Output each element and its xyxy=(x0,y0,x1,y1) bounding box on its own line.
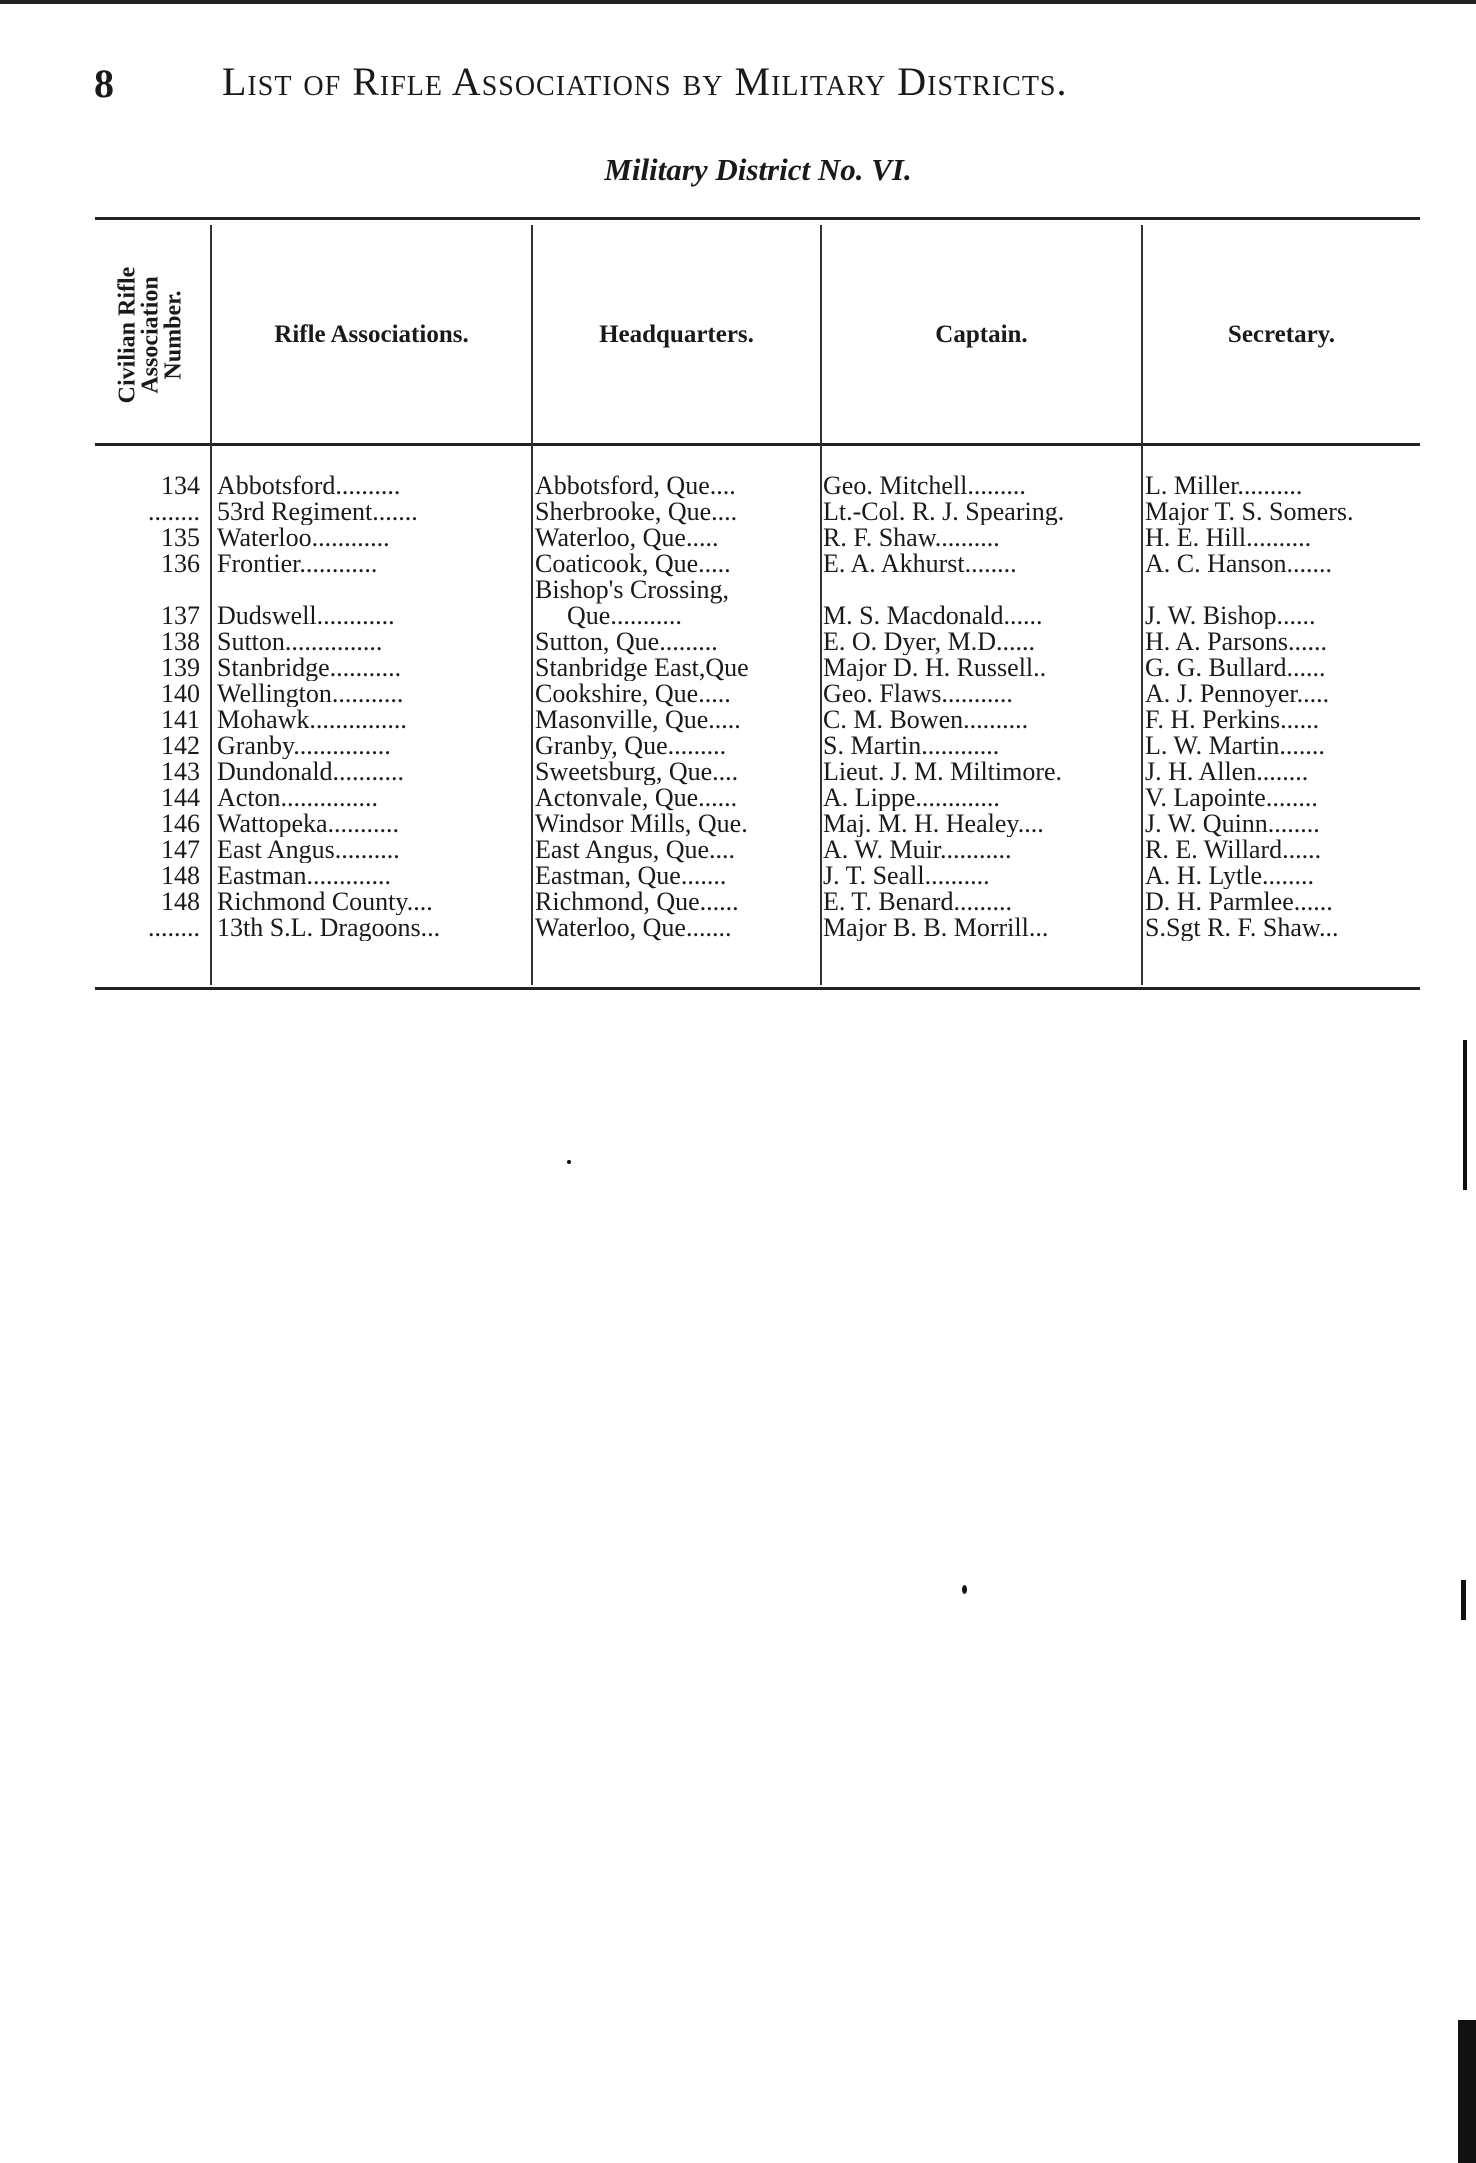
district-title: Military District No. VI. xyxy=(604,152,912,187)
table-bottom-rule xyxy=(95,987,1420,990)
association-number: 137 xyxy=(161,603,200,629)
secretary: H. A. Parsons...... xyxy=(1145,629,1328,655)
secretary: V. Lapointe........ xyxy=(1145,785,1318,811)
headquarters-line: Que........... xyxy=(567,601,682,629)
table-row xyxy=(95,525,1420,551)
association-number: 135 xyxy=(161,525,200,551)
headquarters: Sutton, Que......... xyxy=(535,629,718,655)
secretary: R. E. Willard...... xyxy=(1145,837,1322,863)
association-name: Wellington........... xyxy=(217,681,404,707)
captain: R. F. Shaw.......... xyxy=(823,525,1000,551)
page-edge-mark xyxy=(1463,1040,1467,1190)
header-association: Rifle Associations. xyxy=(274,321,469,348)
headquarters: Actonvale, Que...... xyxy=(535,785,738,811)
captain: S. Martin............ xyxy=(823,733,1000,759)
captain: Major D. H. Russell.. xyxy=(823,655,1047,681)
association-number: 138 xyxy=(161,629,200,655)
associations-table xyxy=(95,205,1420,995)
secretary: G. G. Bullard...... xyxy=(1145,655,1326,681)
headquarters: Coaticook, Que..... xyxy=(535,551,731,577)
headquarters: Masonville, Que..... xyxy=(535,707,741,733)
association-number: 139 xyxy=(161,655,200,681)
header-number xyxy=(95,235,207,435)
secretary: D. H. Parmlee...... xyxy=(1145,889,1333,915)
headquarters-line: Bishop's Crossing, xyxy=(535,577,729,604)
captain: Geo. Flaws........... xyxy=(823,681,1013,707)
secretary: J. H. Allen........ xyxy=(1145,759,1309,785)
secretary: H. E. Hill.......... xyxy=(1145,525,1312,551)
header-headquarters: Headquarters. xyxy=(599,321,754,348)
table-row xyxy=(95,889,1420,915)
headquarters: Stanbridge East,Que xyxy=(535,655,749,681)
headquarters: Windsor Mills, Que. xyxy=(535,811,748,837)
association-number: 144 xyxy=(161,785,200,811)
captain: Maj. M. H. Healey.... xyxy=(823,811,1044,837)
table-row xyxy=(95,733,1420,759)
headquarters: Abbotsford, Que.... xyxy=(535,473,736,499)
table-row xyxy=(95,811,1420,837)
association-name: Mohawk............... xyxy=(217,707,407,733)
secretary: A. H. Lytle........ xyxy=(1145,863,1314,889)
table-row xyxy=(95,863,1420,889)
header-captain: Captain. xyxy=(935,321,1028,348)
table-row xyxy=(95,915,1420,941)
headquarters: Granby, Que......... xyxy=(535,733,727,759)
association-number: ........ xyxy=(148,915,200,941)
page-edge-mark xyxy=(1461,1580,1466,1620)
headquarters: Sweetsburg, Que.... xyxy=(535,759,739,785)
table-row xyxy=(95,473,1420,499)
captain: Lieut. J. M. Miltimore. xyxy=(823,759,1063,785)
association-name: 53rd Regiment....... xyxy=(217,499,418,525)
secretary: S.Sgt R. F. Shaw... xyxy=(1145,915,1339,941)
association-number: 146 xyxy=(161,811,200,837)
headquarters: East Angus, Que.... xyxy=(535,837,736,863)
secretary: J. W. Bishop...... xyxy=(1145,603,1316,629)
secretary: Major T. S. Somers. xyxy=(1145,499,1354,525)
association-number: 147 xyxy=(161,837,200,863)
headquarters: Waterloo, Que..... xyxy=(535,525,719,551)
association-name: Waterloo............ xyxy=(217,525,390,551)
headquarters: Cookshire, Que..... xyxy=(535,681,731,707)
table-row xyxy=(95,785,1420,811)
captain: C. M. Bowen.......... xyxy=(823,707,1029,733)
table-row xyxy=(95,629,1420,655)
headquarters: Sherbrooke, Que.... xyxy=(535,499,738,525)
secretary: A. C. Hanson....... xyxy=(1145,551,1333,577)
top-border-rule xyxy=(0,0,1476,4)
association-number: ........ xyxy=(148,499,200,525)
captain: M. S. Macdonald...... xyxy=(823,603,1043,629)
headquarters: Richmond, Que...... xyxy=(535,889,739,915)
header-number-label: Civilian Rifle Association Number. xyxy=(114,266,187,404)
association-name: Stanbridge........... xyxy=(217,655,402,681)
headquarters: Waterloo, Que....... xyxy=(535,915,732,941)
page-edge-mark xyxy=(1458,2020,1476,2163)
association-name: Acton............... xyxy=(217,785,379,811)
captain: A. Lippe............. xyxy=(823,785,1000,811)
secretary: J. W. Quinn........ xyxy=(1145,811,1320,837)
captain: A. W. Muir........... xyxy=(823,837,1012,863)
association-name: Dundonald........... xyxy=(217,759,405,785)
captain: E. A. Akhurst........ xyxy=(823,551,1017,577)
association-number: 148 xyxy=(161,889,200,915)
table-row xyxy=(95,499,1420,525)
header-bottom-rule xyxy=(95,443,1420,446)
association-name: Wattopeka........... xyxy=(217,811,400,837)
association-number: 140 xyxy=(161,681,200,707)
table-body xyxy=(95,473,1420,941)
association-name: Richmond County.... xyxy=(217,889,433,915)
association-name: 13th S.L. Dragoons... xyxy=(217,915,441,941)
table-row xyxy=(95,837,1420,863)
association-name: Granby............... xyxy=(217,733,391,759)
paper-speck xyxy=(962,1585,967,1594)
captain: Lt.-Col. R. J. Spearing. xyxy=(823,499,1065,525)
captain: J. T. Seall.......... xyxy=(823,863,990,889)
table-top-rule xyxy=(95,217,1420,220)
association-name: Sutton............... xyxy=(217,629,383,655)
association-name: Frontier............ xyxy=(217,551,378,577)
paper-speck xyxy=(567,1160,571,1164)
secretary: F. H. Perkins...... xyxy=(1145,707,1320,733)
captain: E. O. Dyer, M.D...... xyxy=(823,629,1035,655)
table-row xyxy=(95,655,1420,681)
association-number: 142 xyxy=(161,733,200,759)
association-number: 134 xyxy=(161,473,200,499)
table-row xyxy=(95,681,1420,707)
association-number: 136 xyxy=(161,551,200,577)
captain: E. T. Benard......... xyxy=(823,889,1012,915)
association-number: 143 xyxy=(161,759,200,785)
table-row xyxy=(95,551,1420,577)
association-number: 141 xyxy=(161,707,200,733)
association-name: Eastman............. xyxy=(217,863,392,889)
captain: Major B. B. Morrill... xyxy=(823,915,1049,941)
association-name: Dudswell............ xyxy=(217,603,395,629)
table-row xyxy=(95,759,1420,785)
table-row xyxy=(95,707,1420,733)
headquarters xyxy=(535,577,865,629)
secretary: A. J. Pennoyer..... xyxy=(1145,681,1330,707)
association-number: 148 xyxy=(161,863,200,889)
captain: Geo. Mitchell......... xyxy=(823,473,1026,499)
secretary: L. Miller.......... xyxy=(1145,473,1303,499)
header-secretary: Secretary. xyxy=(1227,321,1336,348)
secretary: L. W. Martin....... xyxy=(1145,733,1325,759)
table-row xyxy=(95,577,1420,629)
running-head: List of Rifle Associations by Military Districts. xyxy=(222,59,1068,104)
headquarters: Eastman, Que....... xyxy=(535,863,727,889)
association-name: East Angus.......... xyxy=(217,837,400,863)
page-number: 8 xyxy=(94,61,114,106)
association-name: Abbotsford.......... xyxy=(217,473,401,499)
